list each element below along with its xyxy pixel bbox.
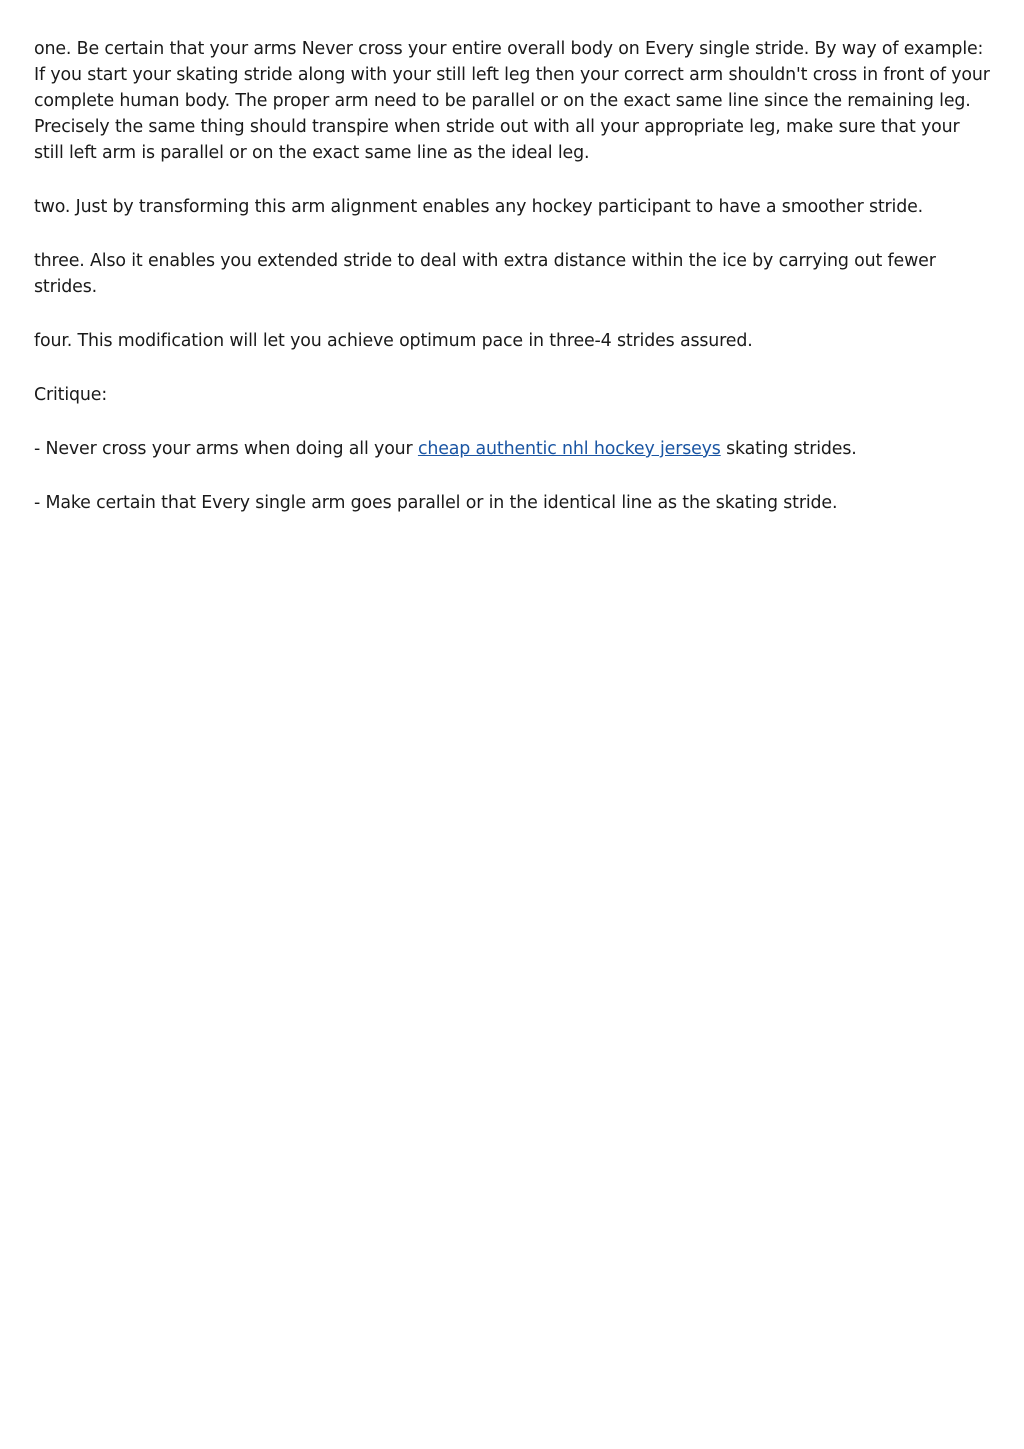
critique-bullet-1	[34, 436, 994, 462]
paragraph-two: two. Just by transforming this arm alignment enables any hockey participant to have a smoother stride.	[34, 197, 924, 217]
paragraph-four: four. This modification will let you achieve optimum pace in three-4 strides assured.	[34, 331, 753, 351]
critique-bullet-2: - Make certain that Every single arm goes parallel or in the identical line as the skating stride.	[34, 493, 838, 513]
document-body	[34, 36, 994, 544]
paragraph-three: three. Also it enables you extended stride to deal with extra distance within the ice by carrying out fewer strides.	[34, 251, 936, 297]
bullet-1-text-after: skating strides.	[720, 439, 857, 459]
jerseys-link[interactable]: cheap authentic nhl hockey jerseys	[417, 439, 721, 459]
paragraph-one: one. Be certain that your arms Never cross your entire overall body on Every single stride. By way of example: If you start your skating stride along with your still left leg then your correct arm shouldn't cross in front of your complete human body. The proper arm need to be parallel or on the exact same line since the remaining leg. Precisely the same thing should transpire when stride out with all your appropriate leg, make sure that your still left arm is parallel or on the exact same line as the ideal leg.	[34, 39, 990, 163]
bullet-1-text-before: - Never cross your arms when doing all your	[34, 439, 418, 459]
critique-heading: Critique:	[34, 385, 108, 405]
